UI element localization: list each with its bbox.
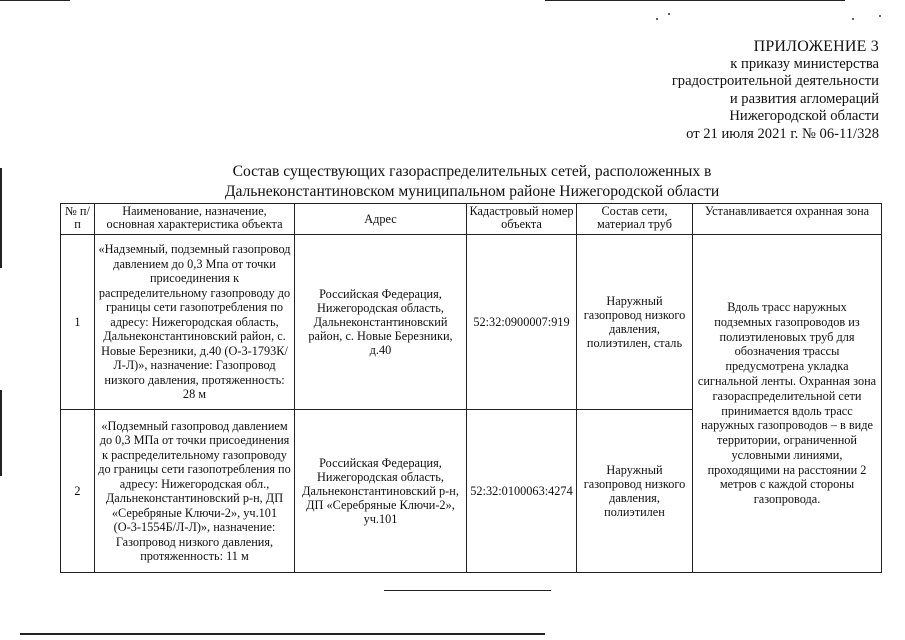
- cell-name: «Надземный, подземный газопровод давлением до 0,3 Мпа от точки присоединения к распределительному газопроводу до границы сети газопотребления по адресу: Нижегородская область, Дальнеконстантиновский район, с. Новые Березники, д.40 (О-3-1793К/Л-Л)», назначение: Газопровод низкого давления, протяженность: 28 м: [95, 235, 295, 410]
- footer-divider: [384, 590, 551, 591]
- appendix-line: от 21 июля 2021 г. № 06-11/328: [686, 125, 879, 142]
- scan-edge-left-mark: [0, 168, 2, 268]
- document-title-line: Дальнеконстантиновском муниципальном районе Нижегородской области: [224, 183, 720, 200]
- table-header-row: [61, 204, 882, 235]
- header-name: Наименование, назначение, основная характеристика объекта: [95, 204, 295, 235]
- cell-address: Российская Федерация, Нижегородская область, Дальнеконстантиновский район, с. Новые Березники, д.40: [295, 235, 467, 410]
- scan-edge-bottom: [20, 633, 545, 635]
- cell-number: 2: [61, 410, 95, 573]
- scan-speck: [656, 18, 658, 20]
- scan-speck: [879, 15, 881, 17]
- header-number: № п/п: [61, 204, 95, 235]
- table-row: [61, 235, 882, 410]
- appendix-line: и развития агломераций: [729, 90, 879, 107]
- header-zone: Устанавливается охранная зона: [693, 204, 882, 235]
- document-title-line: Состав существующих газораспределительных сетей, расположенных в: [232, 163, 712, 180]
- cell-address: Российская Федерация, Нижегородская область, Дальнеконстантиновский р-н, ДП «Серебряные Ключи-2», уч.101: [295, 410, 467, 573]
- cell-composition: Наружный газопровод низкого давления, полиэтилен, сталь: [577, 235, 693, 410]
- scan-edge-left-mark-lower: [0, 390, 2, 476]
- appendix-header: [672, 38, 879, 144]
- cell-name: «Подземный газопровод давлением до 0,3 МПа от точки присоединения к распределительному газопроводу до границы сети газопотребления по адресу: Нижегородская обл., Дальнеконстантиновский р-н, ДП «Серебряные Ключи-2», уч.101 (О-3-1554Б/Л-Л)», назначение: Газопровод низкого давления, протяженность: 11 м: [95, 410, 295, 573]
- scan-speck: [852, 18, 854, 20]
- cell-cadastral: 52:32:0100063:4274: [467, 410, 577, 573]
- header-address: Адрес: [295, 204, 467, 235]
- appendix-title: ПРИЛОЖЕНИЕ 3: [753, 38, 879, 55]
- cell-protection-zone: Вдоль трасс наружных подземных газопроводов из полиэтиленовых труб для обозначения трассы предусмотрена укладка сигнальной ленты. Охранная зона газораспределительной сети принимается вдоль трасс наружных газопроводов – в виде территории, ограниченной условными линиями, проходящими на расстоянии 2 метров с каждой стороны газопровода.: [693, 235, 882, 573]
- header-cadastral: Кадастровый номер объекта: [467, 204, 577, 235]
- cell-number: 1: [61, 235, 95, 410]
- cell-composition: Наружный газопровод низкого давления, полиэтилен: [577, 410, 693, 573]
- header-composition: Состав сети, материал труб: [577, 204, 693, 235]
- scan-edge-top-right: [545, 0, 845, 1]
- appendix-line: Нижегородской области: [729, 108, 879, 125]
- gas-networks-table: [60, 203, 882, 573]
- document-title: [120, 162, 824, 202]
- scan-speck: [668, 13, 670, 15]
- appendix-line: градостроительной деятельности: [671, 73, 879, 90]
- appendix-line: к приказу министерства: [730, 55, 879, 72]
- scan-edge-top-left: [0, 0, 70, 1]
- cell-cadastral: 52:32:0900007:919: [467, 235, 577, 410]
